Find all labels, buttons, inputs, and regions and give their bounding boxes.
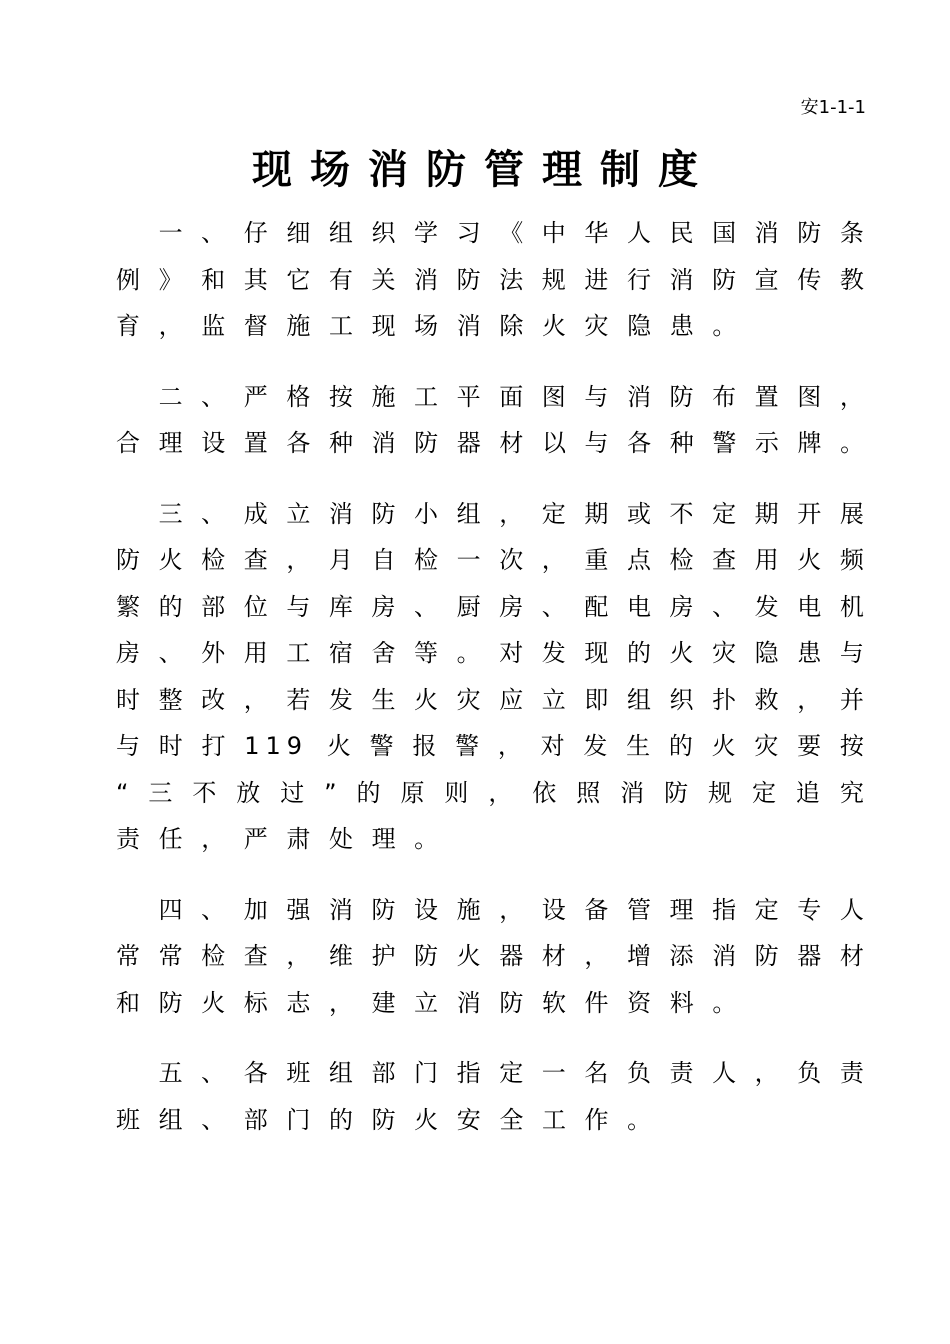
- paragraph-line: 和 防 火 标 志 ， 建 立 消 防 软 件 资 料 。: [116, 988, 737, 1017]
- paragraph-line: 一 、 仔 细 组 织 学 习 《 中 华 人 民 国 消 防 条: [158, 219, 864, 247]
- paragraph-line: 常 常 检 查 ， 维 护 防 火 器 材 ， 增 添 消 防 器 材: [116, 942, 864, 970]
- paragraph-line: 合 理 设 置 各 种 消 防 器 材 以 与 各 种 警 示 牌 。: [116, 429, 865, 457]
- paragraph-line: “ 三 不 放 过 ” 的 原 则 ， 依 照 消 防 规 定 追 究: [116, 778, 864, 807]
- paragraph-line: 二 、 严 格 按 施 工 平 面 图 与 消 防 布 置 图 ，: [158, 382, 864, 411]
- paragraph-line: 防 火 检 查 ， 月 自 检 一 次 ， 重 点 检 查 用 火 频: [116, 546, 864, 574]
- paragraph-3: [116, 491, 864, 863]
- paragraph-line: 三 、 成 立 消 防 小 组 ， 定 期 或 不 定 期 开 展: [158, 499, 864, 528]
- paragraph-line: 五 、 各 班 组 部 门 指 定 一 名 负 责 人 ， 负 责: [158, 1059, 864, 1087]
- document-body: [116, 210, 864, 1167]
- paragraph-2: [116, 374, 864, 467]
- page-title: 现场消防管理制度: [252, 147, 716, 193]
- paragraph-line: 育 ， 监 督 施 工 现 场 消 除 火 灾 隐 患 。: [116, 312, 737, 340]
- paragraph-line: 班 组 、 部 门 的 防 火 安 全 工 作 。: [116, 1105, 652, 1134]
- paragraph-line: 四 、 加 强 消 防 设 施 ， 设 备 管 理 指 定 专 人: [158, 895, 864, 924]
- paragraph-line: 繁 的 部 位 与 库 房 、 厨 房 、 配 电 房 、 发 电 机: [116, 592, 864, 621]
- document-code: 安1-1-1: [800, 97, 866, 118]
- paragraph-line: 与 时 打 119 火 警 报 警 ， 对 发 生 的 火 灾 要 按: [116, 732, 864, 760]
- paragraph-4: [116, 887, 864, 1027]
- paragraph-line: 房 、 外 用 工 宿 舍 等 。 对 发 现 的 火 灾 隐 患 与: [116, 639, 864, 667]
- paragraph-line: 时 整 改 ， 若 发 生 火 灾 应 立 即 组 织 扑 救 ， 并: [116, 685, 864, 714]
- paragraph-5: [116, 1050, 864, 1143]
- paragraph-line: 例 》 和 其 它 有 关 消 防 法 规 进 行 消 防 宣 传 教: [116, 265, 864, 294]
- paragraph-1: [116, 210, 864, 350]
- paragraph-line: 责 任 ， 严 肃 处 理 。: [116, 825, 439, 853]
